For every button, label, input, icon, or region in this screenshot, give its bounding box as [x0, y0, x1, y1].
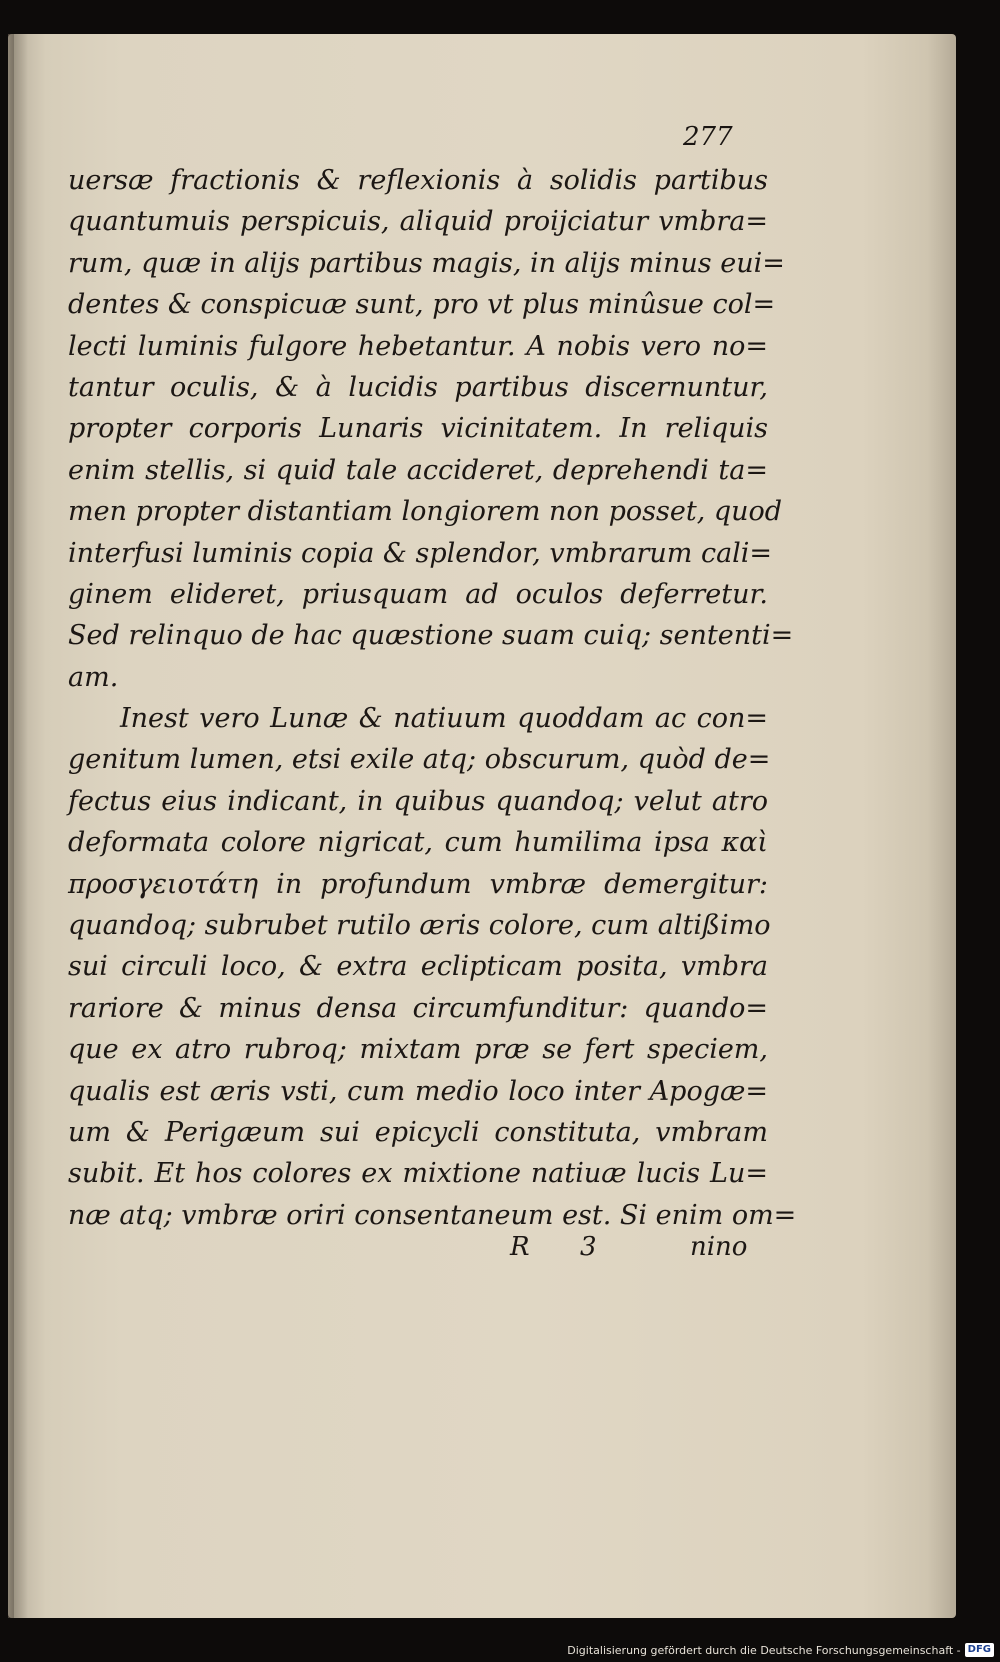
- catchword: nino: [690, 1232, 748, 1262]
- text-line: næ atq; vmbræ oriri consentaneum est. Si enim om=: [68, 1199, 797, 1231]
- text-line: uersæ fractionis & reflexionis à solidis partibus: [68, 165, 768, 196]
- page-shadow-edge: [8, 34, 28, 1618]
- paragraph-start: Inest vero Lunæ & natiuum quoddam ac con=: [120, 703, 768, 735]
- text-line: quantumuis perspicuis, aliquid proijciatur vmbra=: [68, 206, 768, 238]
- text-line: enim stellis, si quid tale accideret, deprehendi ta=: [68, 454, 768, 486]
- text-line: ginem elideret, priusquam ad oculos deferretur.: [68, 578, 768, 610]
- text-line: subit. Et hos colores ex mixtione natiuæ lucis Lu=: [68, 1158, 768, 1190]
- text-line: genitum lumen, etsi exile atq; obscurum, quòd de=: [68, 744, 771, 776]
- footer-credit: Digitalisierung gefördert durch die Deutsche Forschungsgemeinschaft -: [567, 1643, 961, 1657]
- text-line: dentes & conspicuæ sunt, pro vt plus minûsue col=: [68, 289, 776, 321]
- digitization-footer: [567, 1642, 994, 1658]
- body-text: [68, 160, 797, 1236]
- page-number: 277: [683, 122, 733, 152]
- text-line: interfusi luminis copia & splendor, vmbrarum cali=: [68, 537, 773, 569]
- text-line: tantur oculis, & à lucidis partibus discernuntur,: [68, 371, 768, 403]
- text-line: lecti luminis fulgore hebetantur. A nobis vero no=: [68, 330, 768, 362]
- signature-row: [510, 1232, 760, 1272]
- text-line: Sed relinquo de hac quæstione suam cuiq; sententi=: [68, 620, 794, 652]
- dfg-logo: DFG: [965, 1643, 994, 1657]
- text-line: προσγειοτάτη in profundum vmbræ demergitur:: [68, 868, 768, 900]
- text-line: rariore & minus densa circumfunditur: quando=: [68, 992, 768, 1024]
- signature-number: 3: [580, 1232, 597, 1262]
- text-line: propter corporis Lunaris vicinitatem. In reliquis: [68, 413, 768, 445]
- text-line: sui circuli loco, & extra eclipticam posita, vmbra: [68, 951, 768, 983]
- text-line: rum, quæ in alijs partibus magis, in alijs minus eui=: [68, 247, 785, 279]
- signature-mark: R: [510, 1232, 530, 1262]
- text-line: qualis est æris vsti, cum medio loco inter Apogæ=: [68, 1075, 768, 1107]
- text-line: quandoq; subrubet rutilo æris colore, cum altißimo: [68, 910, 771, 942]
- text-line: fectus eius indicant, in quibus quandoq; velut atro: [68, 785, 768, 817]
- text-line: am.: [68, 661, 119, 693]
- text-line: que ex atro rubroq; mixtam præ se fert speciem,: [68, 1034, 768, 1066]
- text-line: men propter distantiam longiorem non posset, quod: [68, 496, 783, 528]
- text-line: deformata colore nigricat, cum humilima ipsa καὶ: [68, 827, 768, 859]
- text-line: um & Perigæum sui epicycli constituta, vmbram: [68, 1116, 768, 1148]
